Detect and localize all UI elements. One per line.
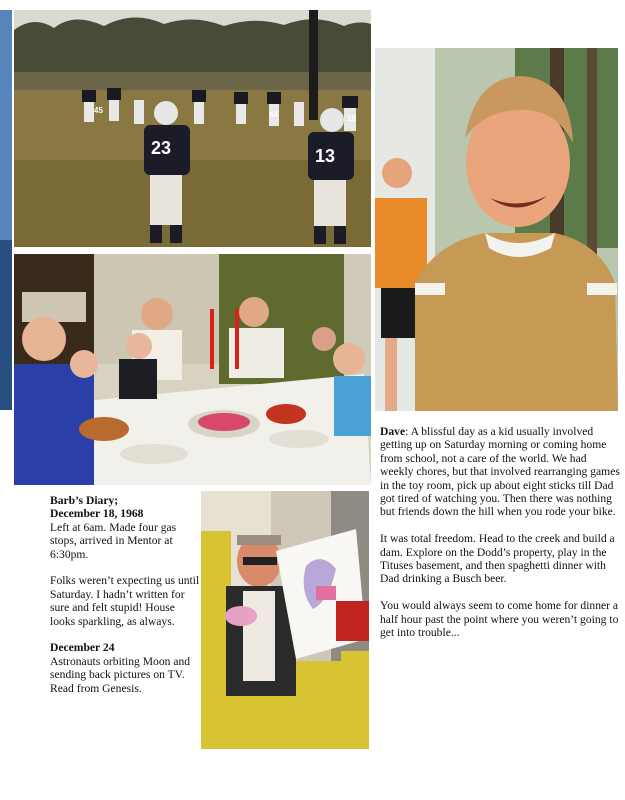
dave-paragraph-1-text: : A blissful day as a kid usually involved getting up on Saturday morning or coming home from school, not a care of the world. We had weekly chores, but that involved rearranging games in the toy room, pick up about eight sticks till Dad got tired of watching you. Then there was nothing but friends down the hill when you rode your bike. <box>380 425 620 519</box>
jersey-number-23: 23 <box>151 138 172 158</box>
dave-name-label: Dave <box>380 425 406 438</box>
diary-paragraph-2: Folks weren’t expecting us until Saturday. I hadn’t written for sure and felt stupid! House looks sparkling, as always. <box>50 574 200 628</box>
santa-christmas-photo <box>201 491 369 749</box>
dave-paragraph-3: You would always seem to come home for dinner a half hour past the point where you weren’t going to get into trouble... <box>380 599 619 640</box>
diary-date-december-24: December 24 <box>50 641 115 655</box>
dave-story-text <box>380 425 620 653</box>
left-edge-photo-strip <box>0 10 12 410</box>
diary-paragraph-3: Astronauts orbiting Moon and sending back pictures on TV. Read from Genesis. <box>50 654 191 695</box>
dave-paragraph-2: It was total freedom. Head to the creek and build a dam. Explore on the Dodd’s property, play in the Tituses basement, and then spaghetti dinner with Dad drinking a Busch beer. <box>380 532 615 586</box>
diary-paragraph-1: Left at 6am. Made four gas stops, arrived in Mentor at 6:30pm. <box>50 520 177 561</box>
smiling-boy-photo <box>375 48 618 411</box>
jersey-number-19: 19 <box>347 114 356 123</box>
jersey-number-13: 13 <box>315 146 336 166</box>
barbs-diary-text <box>50 494 200 708</box>
family-dinner-photo <box>14 254 371 485</box>
jersey-number-45: 45 <box>94 106 103 115</box>
diary-date: December 18, 1968 <box>50 507 144 521</box>
jersey-number-44: 44 <box>269 110 278 119</box>
diary-heading: Barb’s Diary; <box>50 494 119 507</box>
dave-paragraph-1 <box>380 425 620 519</box>
football-team-photo <box>14 10 371 247</box>
